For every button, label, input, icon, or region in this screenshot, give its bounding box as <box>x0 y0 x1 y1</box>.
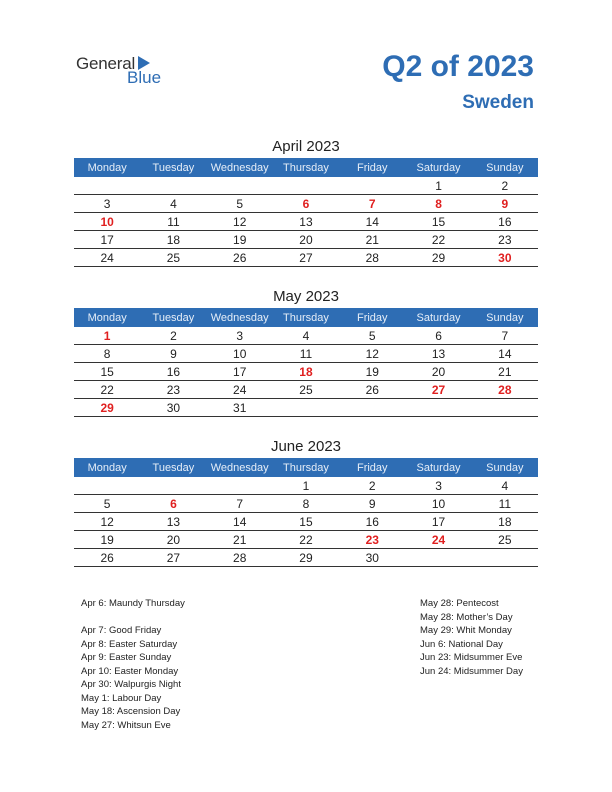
weekday-header: Monday <box>87 461 127 474</box>
day-cell: 22 <box>431 232 446 247</box>
day-cell: 22 <box>299 532 313 547</box>
week-row <box>74 399 538 417</box>
day-cell: 24 <box>100 250 114 265</box>
country-name: Sweden <box>462 92 534 113</box>
day-cell: 9 <box>368 496 376 511</box>
day-cell: 10 <box>431 496 446 511</box>
day-cell: 24 <box>233 382 247 397</box>
month-title: June 2023 <box>270 438 342 455</box>
holiday-entry: Jun 24: Midsummer Day <box>420 665 523 677</box>
week-row <box>74 381 538 399</box>
day-cell: 27 <box>299 250 313 265</box>
holiday-entry: May 29: Whit Monday <box>420 625 512 636</box>
day-cell: 30 <box>498 250 512 265</box>
holiday-list-right <box>420 597 523 678</box>
day-cell: 20 <box>166 532 181 547</box>
day-cell: 17 <box>100 232 114 247</box>
day-cell: 2 <box>368 478 376 493</box>
day-cell: 11 <box>299 346 313 361</box>
logo-text-general: General <box>76 54 136 73</box>
day-cell: 25 <box>498 532 512 547</box>
day-cell: 29 <box>100 400 114 415</box>
weekday-header-row <box>74 158 538 177</box>
day-cell: 18 <box>498 514 512 529</box>
day-cell: 8 <box>435 196 442 211</box>
day-cell: 24 <box>431 532 446 547</box>
weekday-header: Tuesday <box>152 161 195 174</box>
day-cell: 26 <box>100 550 114 565</box>
day-cell: 30 <box>166 400 181 415</box>
day-cell: 14 <box>233 514 247 529</box>
holiday-list-left <box>81 597 185 732</box>
day-cell: 15 <box>299 514 313 529</box>
day-cell: 19 <box>233 232 247 247</box>
weekday-header: Saturday <box>416 161 461 174</box>
weekday-header: Sunday <box>486 461 524 474</box>
day-cell: 2 <box>501 178 509 193</box>
day-cell: 18 <box>299 364 313 379</box>
day-cell: 14 <box>498 346 512 361</box>
holiday-entry: Apr 6: Maundy Thursday <box>81 598 185 609</box>
day-cell: 6 <box>170 496 177 511</box>
day-cell: 3 <box>435 478 442 493</box>
day-cell: 7 <box>501 328 509 343</box>
day-cell: 7 <box>236 496 244 511</box>
day-cell: 3 <box>236 328 244 343</box>
day-cell: 1 <box>302 478 310 493</box>
week-row <box>74 513 538 531</box>
day-cell: 28 <box>498 382 512 397</box>
holiday-entry: May 27: Whitsun Eve <box>81 719 171 731</box>
month-title: April 2023 <box>272 138 340 155</box>
weekday-header: Wednesday <box>210 311 269 324</box>
month-may <box>74 286 538 417</box>
logo-text-blue: Blue <box>127 68 162 87</box>
day-cell: 27 <box>431 382 446 397</box>
day-cell: 12 <box>365 346 379 361</box>
generalblue-logo <box>76 54 176 88</box>
weekday-header: Friday <box>356 161 388 174</box>
day-cell: 21 <box>233 532 247 547</box>
holiday-entry: Apr 8: Easter Saturday <box>81 638 178 650</box>
day-cell: 7 <box>368 196 376 211</box>
weekday-header: Thursday <box>283 461 329 474</box>
holiday-entry: Jun 23: Midsummer Eve <box>420 652 523 663</box>
weekday-header: Friday <box>356 311 388 324</box>
day-cell: 10 <box>233 346 247 361</box>
day-cell: 26 <box>365 382 379 397</box>
week-row <box>74 549 538 567</box>
day-cell: 19 <box>100 532 114 547</box>
weekday-header: Thursday <box>283 161 329 174</box>
weekday-header: Thursday <box>283 311 329 324</box>
weekday-header: Tuesday <box>152 461 195 474</box>
holiday-entry: May 28: Pentecost <box>420 598 499 609</box>
weekday-header: Monday <box>87 161 127 174</box>
day-cell: 3 <box>103 196 111 211</box>
day-cell: 25 <box>166 250 181 265</box>
day-cell: 29 <box>431 250 446 265</box>
day-cell: 4 <box>302 328 310 343</box>
holiday-entry: Apr 7: Good Friday <box>81 625 162 636</box>
day-cell: 6 <box>435 328 442 343</box>
day-cell: 9 <box>170 346 177 361</box>
day-cell: 5 <box>103 496 111 511</box>
weekday-header-row <box>74 308 538 327</box>
day-cell: 21 <box>498 364 512 379</box>
day-cell: 13 <box>166 514 181 529</box>
month-june <box>74 436 538 567</box>
day-cell: 13 <box>431 346 446 361</box>
weekday-header-row <box>74 458 538 477</box>
day-cell: 23 <box>498 232 512 247</box>
week-row <box>74 195 538 213</box>
holiday-entry: May 18: Ascension Day <box>81 706 181 717</box>
weekday-header: Monday <box>87 311 127 324</box>
day-cell: 21 <box>365 232 379 247</box>
day-cell: 1 <box>103 328 111 343</box>
day-cell: 30 <box>365 550 379 565</box>
holiday-entry: May 1: Labour Day <box>81 692 162 704</box>
day-cell: 16 <box>365 514 379 529</box>
holiday-list-spacer <box>81 611 185 625</box>
day-cell: 15 <box>431 214 446 229</box>
holiday-entry: Jun 6: National Day <box>420 638 503 650</box>
holiday-entry: Apr 9: Easter Sunday <box>81 652 172 663</box>
week-row <box>74 363 538 381</box>
holiday-entry: Apr 30: Walpurgis Night <box>81 679 181 690</box>
month-title: May 2023 <box>273 288 339 305</box>
day-cell: 16 <box>498 214 512 229</box>
day-cell: 11 <box>167 214 180 229</box>
day-cell: 6 <box>302 196 310 211</box>
week-row <box>74 327 538 345</box>
day-cell: 1 <box>435 178 442 193</box>
day-cell: 26 <box>233 250 247 265</box>
day-cell: 9 <box>501 196 509 211</box>
day-cell: 17 <box>233 364 247 379</box>
week-row <box>74 213 538 231</box>
day-cell: 17 <box>431 514 446 529</box>
day-cell: 28 <box>365 250 379 265</box>
week-row <box>74 249 538 267</box>
day-cell: 16 <box>166 364 181 379</box>
day-cell: 5 <box>368 328 376 343</box>
holiday-entry: Apr 10: Easter Monday <box>81 665 179 677</box>
day-cell: 2 <box>170 328 177 343</box>
day-cell: 23 <box>365 532 379 547</box>
week-row <box>74 495 538 513</box>
day-cell: 19 <box>365 364 379 379</box>
day-cell: 14 <box>365 214 379 229</box>
day-cell: 11 <box>498 496 512 511</box>
weekday-header: Wednesday <box>210 161 269 174</box>
weekday-header: Saturday <box>416 311 461 324</box>
holiday-entry: May 28: Mother’s Day <box>420 611 513 623</box>
day-cell: 29 <box>299 550 313 565</box>
day-cell: 23 <box>166 382 181 397</box>
week-row <box>74 345 538 363</box>
day-cell: 8 <box>302 496 310 511</box>
day-cell: 5 <box>236 196 244 211</box>
day-cell: 12 <box>100 514 114 529</box>
day-cell: 20 <box>299 232 313 247</box>
day-cell: 27 <box>166 550 181 565</box>
weekday-header: Sunday <box>486 161 524 174</box>
week-row <box>74 531 538 549</box>
day-cell: 18 <box>166 232 181 247</box>
day-cell: 8 <box>103 346 111 361</box>
page-title: Q2 of 2023 <box>382 50 534 83</box>
day-cell: 22 <box>100 382 114 397</box>
day-cell: 4 <box>170 196 177 211</box>
day-cell: 12 <box>233 214 247 229</box>
day-cell: 13 <box>299 214 313 229</box>
day-cell: 28 <box>233 550 247 565</box>
day-cell: 25 <box>299 382 313 397</box>
day-cell: 15 <box>100 364 114 379</box>
day-cell: 31 <box>233 400 247 415</box>
weekday-header: Sunday <box>486 311 524 324</box>
week-row <box>74 477 538 495</box>
day-cell: 4 <box>501 478 509 493</box>
weekday-header: Friday <box>356 461 388 474</box>
weekday-header: Saturday <box>416 461 461 474</box>
weekday-header: Tuesday <box>152 311 195 324</box>
day-cell: 10 <box>100 214 114 229</box>
week-row <box>74 177 538 195</box>
week-row <box>74 231 538 249</box>
day-cell: 20 <box>431 364 446 379</box>
month-april <box>74 136 538 267</box>
weekday-header: Wednesday <box>210 461 269 474</box>
